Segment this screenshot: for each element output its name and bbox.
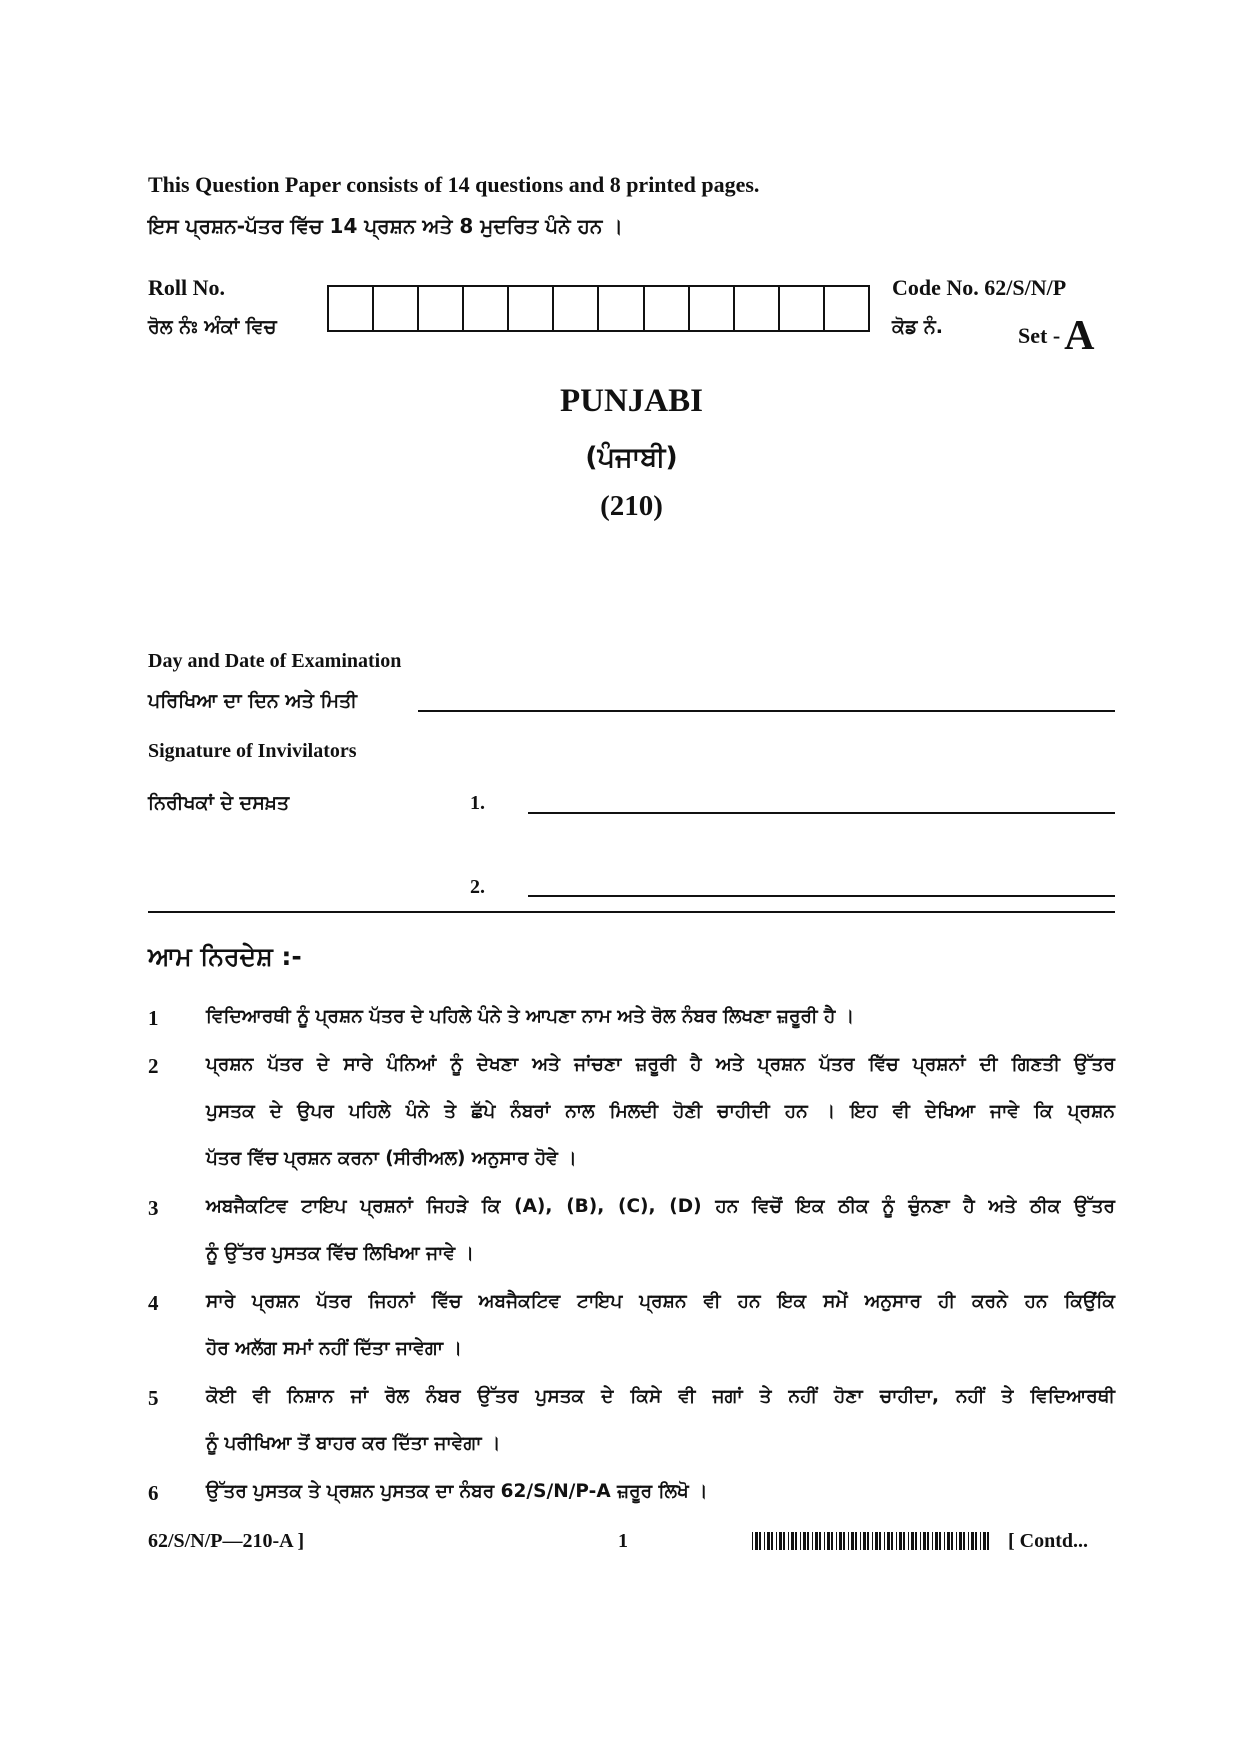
subject-code: (210) (600, 490, 663, 522)
instruction-text: ਉੱਤਰ ਪੁਸਤਕ ਤੇ ਪ੍ਰਸ਼ਨ ਪੁਸਤਕ ਦਾ ਨੰਬਰ 62/S/N/P-A ਜ਼ਰੂਰ ਲਿਖੋ । (206, 1481, 708, 1502)
instruction-number: 4 (148, 1291, 159, 1315)
set-label: Set - (1018, 323, 1061, 348)
set-indicator (1018, 312, 1095, 360)
instruction-text: ਪ੍ਰਸ਼ਨ ਪੱਤਰ ਦੇ ਸਾਰੇ ਪੰਨਿਆਂ ਨੂੰ ਦੇਖਣਾ ਅਤੇ ਜਾਂਚਣਾ ਜ਼ਰੂਰੀ ਹੈ ਅਤੇ ਪ੍ਰਸ਼ਨ ਪੱਤਰ ਵਿੱਚ ਪ੍ਰਸ਼ਨਾਂ ਦੀ ਗਿਣਤੀ ਉੱਤਰ (206, 1054, 1115, 1075)
instruction-text: ਪੱਤਰ ਵਿੱਚ ਪ੍ਰਸ਼ਨ ਕਰਨਾ (ਸੀਰੀਅਲ) ਅਨੁਸਾਰ ਹੋਵੇ । (206, 1148, 577, 1169)
instructions-title: ਆਮ ਨਿਰਦੇਸ਼ :- (148, 942, 302, 971)
exam-date-field[interactable] (418, 710, 1115, 712)
instruction-text: ਹੋਰ ਅਲੱਗ ਸਮਾਂ ਨਹੀਂ ਦਿੱਤਾ ਜਾਵੇਗਾ । (206, 1338, 462, 1359)
signature-2-field[interactable] (528, 895, 1115, 897)
roll-no-label-punjabi: ਰੋਲ ਨੰਃ ਅੰਕਾਂ ਵਿਚ (148, 316, 277, 338)
signature-2-number: 2. (470, 876, 485, 898)
roll-digit-box[interactable] (825, 287, 868, 330)
code-number-label-punjabi: ਕੋਡ ਨੰ. (892, 316, 944, 338)
roll-digit-box[interactable] (419, 287, 464, 330)
section-divider (148, 911, 1115, 913)
instruction-text: ਅਬਜੈਕਟਿਵ ਟਾਇਪ ਪ੍ਰਸ਼ਨਾਂ ਜਿਹੜੇ ਕਿ (A), (B), (C), (D) ਹਨ ਵਿਚੋਂ ਇਕ ਠੀਕ ਨੂੰ ਚੁੰਨਣਾ ਹੈ ਅਤੇ ਠੀਕ ਉੱਤਰ (206, 1196, 1115, 1217)
set-letter: A (1064, 313, 1095, 359)
roll-digit-box[interactable] (645, 287, 690, 330)
code-number: Code No. 62/S/N/P (892, 275, 1067, 300)
signature-1-number: 1. (470, 792, 485, 814)
subject-title-punjabi: (ਪੰਜਾਬੀ) (585, 442, 678, 473)
exam-date-label-punjabi: ਪਰਿਖਿਆ ਦਾ ਦਿਨ ਅਤੇ ਮਿਤੀ (148, 690, 358, 712)
instruction-number: 6 (148, 1481, 159, 1505)
instruction-text: ਕੋਈ ਵੀ ਨਿਸ਼ਾਨ ਜਾਂ ਰੋਲ ਨੰਬਰ ਉੱਤਰ ਪੁਸਤਕ ਦੇ ਕਿਸੇ ਵੀ ਜਗਾਂ ਤੇ ਨਹੀਂ ਹੋਣਾ ਚਾਹੀਦਾ, ਨਹੀਂ ਤੇ ਵਿਦਿਆਰਥੀ (206, 1386, 1115, 1407)
roll-digit-box[interactable] (509, 287, 554, 330)
instruction-number: 1 (148, 1006, 159, 1030)
barcode-icon (752, 1532, 992, 1550)
roll-digit-box[interactable] (780, 287, 825, 330)
roll-no-label: Roll No. (148, 275, 225, 300)
paper-info-punjabi: ਇਸ ਪ੍ਰਸ਼ਨ-ਪੱਤਰ ਵਿੱਚ 14 ਪ੍ਰਸ਼ਨ ਅਤੇ 8 ਮੁਦਰਿਤ ਪੰਨੇ ਹਨ । (148, 214, 623, 238)
invigilator-signature-label: Signature of Invivilators (148, 740, 357, 762)
paper-code-footer: 62/S/N/P—210-A ] (148, 1530, 305, 1552)
roll-digit-box[interactable] (599, 287, 644, 330)
roll-digit-box[interactable] (374, 287, 419, 330)
instruction-text: ਨੂੰ ਉੱਤਰ ਪੁਸਤਕ ਵਿੱਚ ਲਿਖਿਆ ਜਾਵੇ । (206, 1243, 474, 1264)
exam-date-label: Day and Date of Examination (148, 650, 402, 672)
page-number: 1 (618, 1530, 628, 1552)
paper-info-english: This Question Paper consists of 14 questions and 8 printed pages. (148, 172, 760, 197)
instruction-text: ਪੁਸਤਕ ਦੇ ਉਪਰ ਪਹਿਲੇ ਪੰਨੇ ਤੇ ਛੱਪੇ ਨੰਬਰਾਂ ਨਾਲ ਮਿਲਦੀ ਹੋਣੀ ਚਾਹੀਦੀ ਹਨ । ਇਹ ਵੀ ਦੇਖਿਆ ਜਾਵੇ ਕਿ ਪ੍ਰਸ਼ਨ (206, 1101, 1115, 1122)
roll-digit-box[interactable] (690, 287, 735, 330)
instruction-number: 5 (148, 1386, 159, 1410)
instruction-text: ਵਿਦਿਆਰਥੀ ਨੂੰ ਪ੍ਰਸ਼ਨ ਪੱਤਰ ਦੇ ਪਹਿਲੇ ਪੰਨੇ ਤੇ ਆਪਣਾ ਨਾਮ ਅਤੇ ਰੋਲ ਨੰਬਰ ਲਿਖਣਾ ਜ਼ਰੂਰੀ ਹੈ । (206, 1006, 855, 1027)
continued-label: [ Contd... (1008, 1530, 1089, 1552)
instruction-number: 2 (148, 1054, 159, 1078)
subject-title: PUNJABI (559, 383, 703, 419)
roll-digit-box[interactable] (329, 287, 374, 330)
instruction-text: ਨੂੰ ਪਰੀਖਿਆ ਤੋਂ ਬਾਹਰ ਕਰ ਦਿੱਤਾ ਜਾਵੇਗਾ । (206, 1433, 501, 1454)
instruction-number: 3 (148, 1196, 159, 1220)
roll-number-boxes[interactable] (327, 285, 870, 332)
roll-digit-box[interactable] (554, 287, 599, 330)
instruction-text: ਸਾਰੇ ਪ੍ਰਸ਼ਨ ਪੱਤਰ ਜਿਹਨਾਂ ਵਿੱਚ ਅਬਜੈਕਟਿਵ ਟਾਇਪ ਪ੍ਰਸ਼ਨ ਵੀ ਹਨ ਇਕ ਸਮੇਂ ਅਨੁਸਾਰ ਹੀ ਕਰਨੇ ਹਨ ਕਿਉਂਕਿ (206, 1291, 1115, 1312)
signature-1-field[interactable] (528, 812, 1115, 814)
roll-digit-box[interactable] (464, 287, 509, 330)
roll-digit-box[interactable] (735, 287, 780, 330)
invigilator-signature-label-punjabi: ਨਿਰੀਖਕਾਂ ਦੇ ਦਸਖ਼ਤ (148, 792, 290, 814)
